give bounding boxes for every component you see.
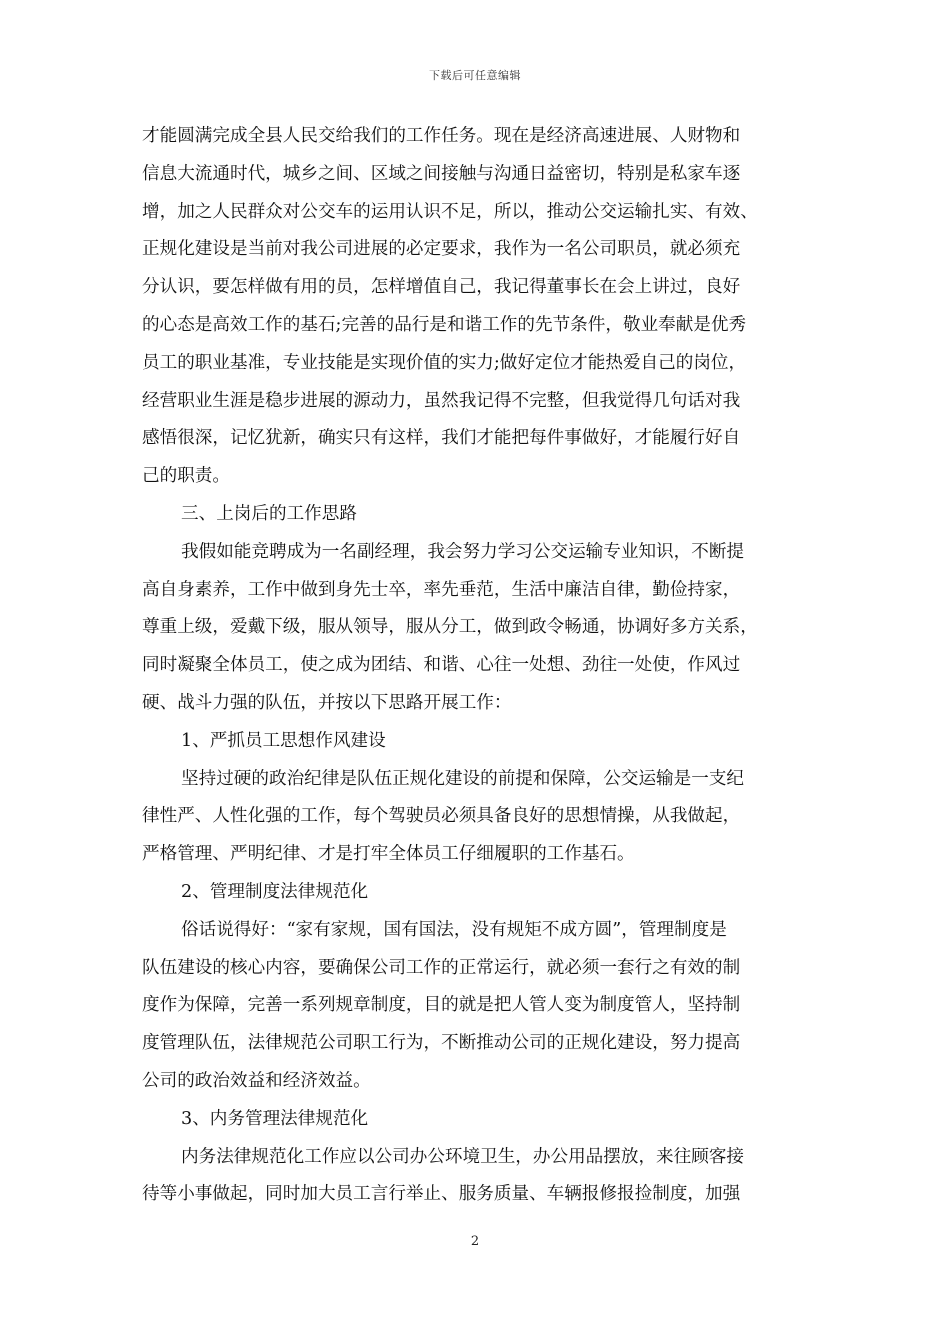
body-line: 尊重上级，爱戴下级，服从领导，服从分工，做到政令畅通，协调好多方关系， (142, 617, 758, 638)
body-line: 的心态是高效工作的基石;完善的品行是和谐工作的先节条件，敬业奉献是优秀 (142, 314, 747, 335)
body-line: 正规化建设是当前对我公司进展的必定要求，我作为一名公司职员，就必须充 (142, 239, 741, 260)
body-line: 信息大流通时代，城乡之间、区域之间接触与沟通日益密切，特别是私家车逐 (142, 163, 741, 184)
subsection-heading: 2、管理制度法律规范化 (181, 881, 369, 902)
body-line: 才能圆满完成全县人民交给我们的工作任务。现在是经济高速进展、人财物和 (142, 126, 741, 146)
body-line: 队伍建设的核心内容，要确保公司工作的正常运行，就必须一套行之有效的制 (142, 957, 741, 978)
body-line: 律性严、人性化强的工作，每个驾驶员必须具备良好的思想情操，从我做起， (142, 806, 741, 827)
paragraph-first-line: 坚持过硬的政治纪律是队伍正规化建设的前提和保障，公交运输是一支纪 (181, 768, 745, 789)
page-number: 2 (470, 1234, 480, 1249)
body-line: 增，加之人民群众对公交车的运用认识不足，所以，推动公交运输扎实、有效、 (142, 201, 758, 222)
body-line: 硬、战斗力强的队伍，并按以下思路开展工作： (142, 692, 512, 713)
body-line: 公司的政治效益和经济效益。 (142, 1070, 371, 1091)
body-line: 同时凝聚全体员工，使之成为团结、和谐、心往一处想、劲往一处使，作风过 (142, 655, 741, 676)
paragraph-first-line: 内务法律规范化工作应以公司办公环境卫生，办公用品摆放，来往顾客接 (181, 1146, 745, 1167)
paragraph-first-line: 俗话说得好：“家有家规，国有国法，没有规矩不成方圆”，管理制度是 (181, 919, 727, 940)
body-line: 己的职责。 (142, 466, 230, 487)
paragraph-first-line: 我假如能竞聘成为一名副经理，我会努力学习公交运输专业知识，不断提 (181, 541, 745, 562)
body-line: 严格管理、严明纪律、才是打牢全体员工仔细履职的工作基石。 (142, 844, 635, 865)
body-line: 高自身素养，工作中做到身先士卒，率先垂范，生活中廉洁自律，勤俭持家， (142, 579, 741, 600)
subsection-heading: 1、严抓员工思想作风建设 (181, 730, 386, 751)
section-heading: 三、上岗后的工作思路 (181, 503, 357, 524)
body-line: 员工的职业基准，专业技能是实现价值的实力;做好定位才能热爱自己的岗位， (142, 352, 747, 373)
body-line: 经营职业生涯是稳步进展的源动力，虽然我记得不完整，但我觉得几句话对我 (142, 390, 741, 411)
body-line: 度管理队伍，法律规范公司职工行为，不断推动公司的正规化建设，努力提高 (142, 1033, 741, 1054)
body-line: 待等小事做起，同时加大员工言行举止、服务质量、车辆报修报捡制度，加强 (142, 1184, 741, 1205)
body-line: 分认识，要怎样做有用的员，怎样增值自己，我记得董事长在会上讲过，良好 (142, 277, 741, 298)
document-body (142, 118, 806, 1214)
body-line: 感悟很深，记忆犹新，确实只有这样，我们才能把每件事做好，才能履行好自 (142, 428, 741, 449)
page-header: 下载后可任意编辑 (429, 69, 521, 82)
subsection-heading: 3、内务管理法律规范化 (181, 1108, 369, 1129)
body-line: 度作为保障，完善一系列规章制度，目的就是把人管人变为制度管人，坚持制 (142, 995, 741, 1016)
